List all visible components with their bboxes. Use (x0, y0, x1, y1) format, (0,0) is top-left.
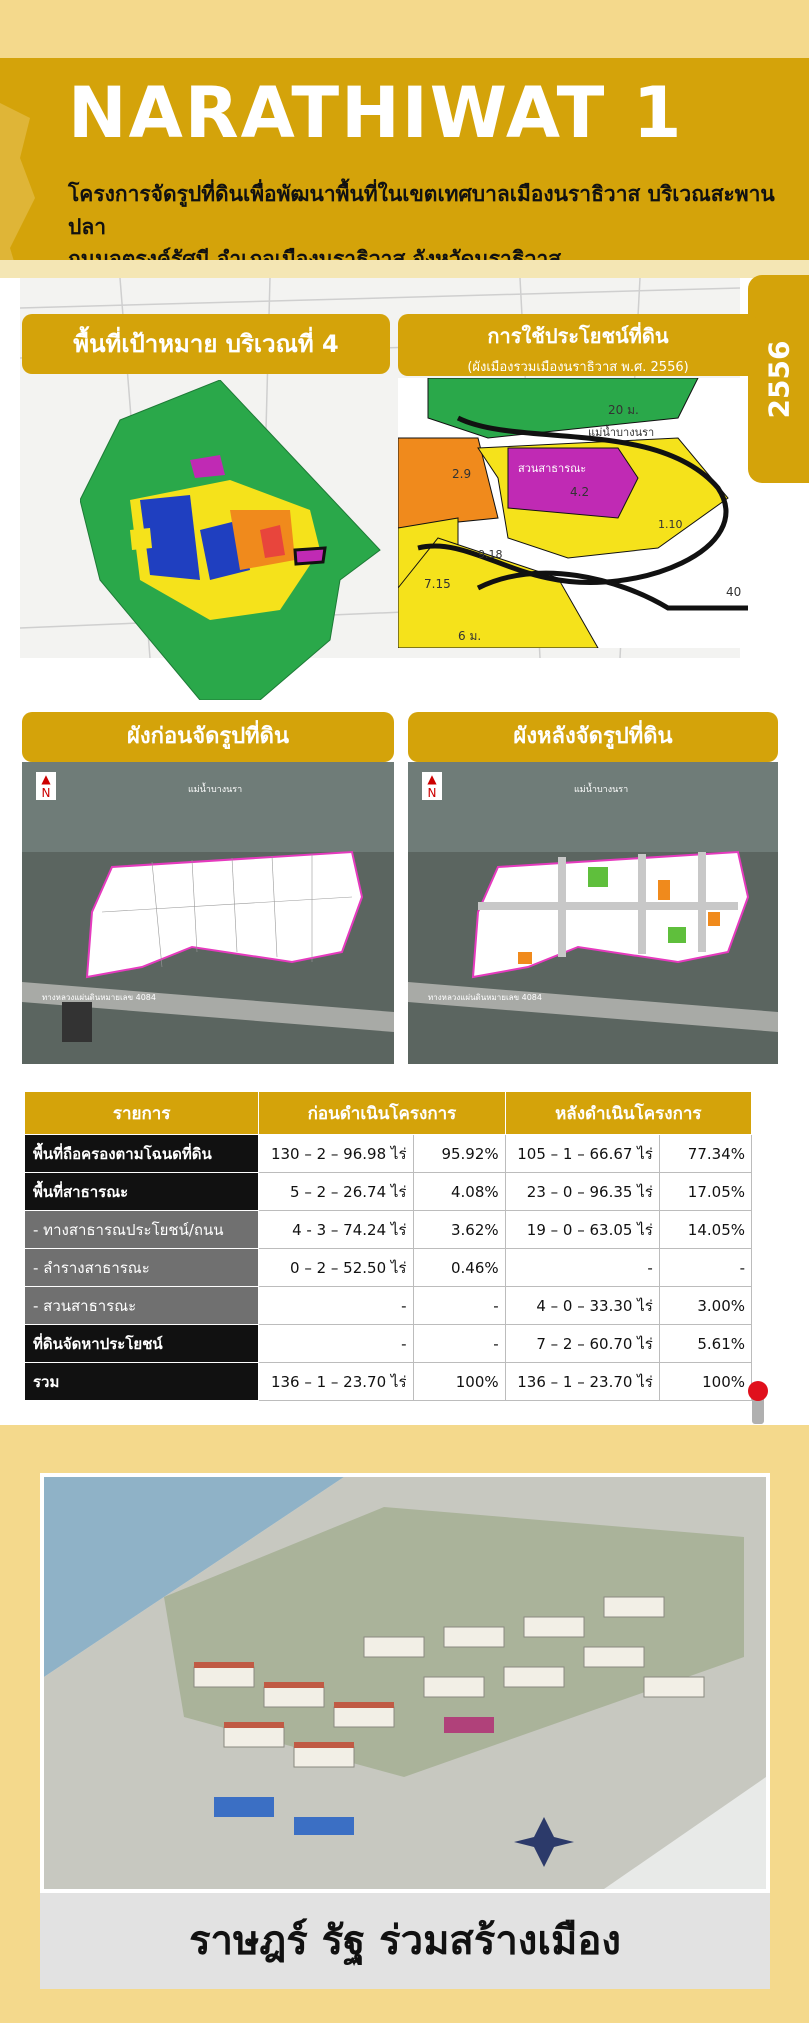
red-pin-icon (748, 1381, 768, 1401)
zone-number-7-15: 7.15 (424, 577, 451, 591)
after-percent: 14.05% (659, 1211, 751, 1249)
row-label: รวม (25, 1363, 259, 1401)
zone-number-40: 40 (726, 585, 742, 599)
table-row (25, 1325, 752, 1363)
slogan-text: ราษฎร์ รัฐ ร่วมสร้างเมือง (189, 1918, 621, 1964)
row-label: - ลำรางสาธารณะ (25, 1249, 259, 1287)
map-outline-decoration (0, 98, 40, 276)
before-percent: 100% (413, 1363, 505, 1401)
table-row-total (25, 1363, 752, 1401)
after-area: 136 – 1 – 23.70 ไร่ (505, 1363, 659, 1401)
table-row (25, 1135, 752, 1173)
before-area: 0 – 2 – 52.50 ไร่ (259, 1249, 413, 1287)
target-area-banner: พื้นที่เป้าหมาย บริเวณที่ 4 (22, 314, 390, 374)
river-label: แม่น้ำบางนรา (588, 426, 655, 439)
after-percent: - (659, 1249, 751, 1287)
zone-number-9-18: 9.18 (478, 548, 503, 561)
land-use-map (398, 378, 748, 648)
before-percent: 95.92% (413, 1135, 505, 1173)
before-percent: - (413, 1287, 505, 1325)
table-row (25, 1287, 752, 1325)
zone-number-2-9: 2.9 (452, 467, 472, 481)
after-percent: 5.61% (659, 1325, 751, 1363)
before-area: 130 – 2 – 96.98 ไร่ (259, 1135, 413, 1173)
after-area: 23 – 0 – 96.35 ไร่ (505, 1173, 659, 1211)
row-label: พื้นที่ถือครองตามโฉนดที่ดิน (25, 1135, 259, 1173)
area-comparison-table (24, 1091, 752, 1401)
zone-number-4-2: 4.2 (570, 485, 590, 499)
page-title: NARATHIWAT 1 (68, 72, 684, 154)
river-label: แม่น้ำบางนรา (188, 785, 243, 795)
after-area: 105 – 1 – 66.67 ไร่ (505, 1135, 659, 1173)
year-label: 2556 (762, 340, 795, 418)
3d-city-model-image (40, 1473, 770, 1893)
after-area: - (505, 1249, 659, 1287)
zone-number-6m: 6 ม. (458, 629, 482, 643)
after-area: 4 – 0 – 33.30 ไร่ (505, 1287, 659, 1325)
row-label: - ทางสาธารณประโยชน์/ถนน (25, 1211, 259, 1249)
header-before: ก่อนดำเนินโครงการ (259, 1092, 505, 1135)
north-arrow-icon: ▲ N (422, 772, 442, 800)
river-label: แม่น้ำบางนรา (574, 785, 629, 795)
after-percent: 3.00% (659, 1287, 751, 1325)
before-percent: - (413, 1325, 505, 1363)
table-row (25, 1173, 752, 1211)
target-area-zoning-map (80, 380, 400, 700)
plan-after-banner: ผังหลังจัดรูปที่ดิน (408, 712, 778, 762)
zone-number-20m: 20 ม. (608, 403, 639, 417)
road-label: ทางหลวงแผ่นดินหมายเลข 4084 (42, 993, 156, 1002)
before-percent: 4.08% (413, 1173, 505, 1211)
subtitle-line-1: โครงการจัดรูปที่ดินเพื่อพัฒนาพื้นที่ในเขตเทศบาลเมืองนราธิวาส บริเวณสะพานปลา (68, 182, 775, 239)
row-label: ที่ดินจัดหาประโยชน์ (25, 1325, 259, 1363)
land-use-subtitle: (ผังเมืองรวมเมืองนราธิวาส พ.ศ. 2556) (467, 360, 689, 375)
after-area: 19 – 0 – 63.05 ไร่ (505, 1211, 659, 1249)
row-label: - สวนสาธารณะ (25, 1287, 259, 1325)
road-label: ทางหลวงแผ่นดินหมายเลข 4084 (428, 993, 542, 1002)
after-percent: 17.05% (659, 1173, 751, 1211)
after-percent: 77.34% (659, 1135, 751, 1173)
after-area: 7 – 2 – 60.70 ไร่ (505, 1325, 659, 1363)
header-item: รายการ (25, 1092, 259, 1135)
before-percent: 0.46% (413, 1249, 505, 1287)
land-use-banner (398, 314, 758, 376)
before-area: 5 – 2 – 26.74 ไร่ (259, 1173, 413, 1211)
before-area: 136 – 1 – 23.70 ไร่ (259, 1363, 413, 1401)
comparison-table (24, 1091, 752, 1401)
table-row (25, 1249, 752, 1287)
aerial-after-drawing (408, 762, 778, 1064)
aerial-before-image (22, 762, 394, 1064)
aerial-before-drawing (22, 762, 394, 1064)
before-percent: 3.62% (413, 1211, 505, 1249)
north-label: N (427, 786, 437, 800)
before-area: - (259, 1287, 413, 1325)
north-arrow-icon: ▲ N (36, 772, 56, 800)
header-after: หลังดำเนินโครงการ (505, 1092, 751, 1135)
before-area: - (259, 1325, 413, 1363)
park-label: สวนสาธารณะ (518, 462, 587, 475)
plan-before-banner: ผังก่อนจัดรูปที่ดิน (22, 712, 394, 762)
after-percent: 100% (659, 1363, 751, 1401)
north-label: N (41, 786, 51, 800)
before-area: 4 - 3 – 74.24 ไร่ (259, 1211, 413, 1249)
table-row (25, 1211, 752, 1249)
3d-model-drawing (44, 1477, 766, 1889)
land-use-title: การใช้ประโยชน์ที่ดิน (487, 324, 669, 348)
row-label: พื้นที่สาธารณะ (25, 1173, 259, 1211)
zone-number-1-10: 1.10 (658, 518, 683, 531)
aerial-after-image (408, 762, 778, 1064)
cream-divider (0, 260, 809, 278)
top-strip (0, 0, 809, 58)
table-header-row (25, 1092, 752, 1135)
